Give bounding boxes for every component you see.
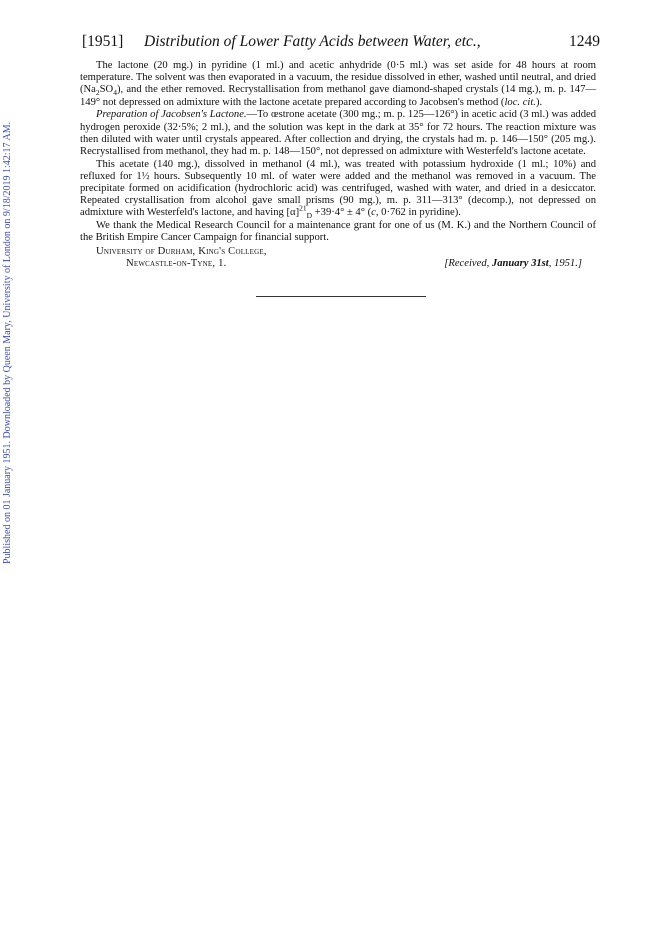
section-heading: Preparation of Jacobsen's Lactone. [96, 109, 247, 121]
paragraph-acknowledgement: We thank the Medical Research Council for a maintenance grant for one of us (M. K.) and the Northern Council of the British Empire Cancer Campaign for financial support. [80, 220, 596, 244]
received-date: [Received, January 31st, 1951.] [444, 257, 582, 269]
affiliation-line-2: Newcastle-on-Tyne, 1. [126, 257, 227, 269]
affiliation-line-1: University of Durham, King's College, [96, 245, 267, 257]
page-header [82, 32, 600, 52]
end-rule [256, 296, 426, 297]
affiliation-block [80, 246, 596, 272]
paragraph-lactone-acetate: The lactone (20 mg.) in pyridine (1 ml.) and acetic anhydride (0·5 ml.) was set aside for 48 hours at room temperature. The solvent was then evaporated in a vacuum, the residue dissolved in ether, washed until neutral, and dried $(Na_2SO_4)$, and the ether removed. Recrystallisation from methanol gave diamond-shaped crystals (14 mg.), m. p. 147—149° not depressed on admixture with the lactone acetate prepared according to Jacobsen's method (loc. cit.). [80, 60, 596, 108]
paragraph-acetate-hydrolysis: This acetate (140 mg.), dissolved in methanol (4 ml.), was treated with potassium hydroxide (1 ml.; 10%) and refluxed for 1½ hours. Subsequently 10 ml. of water were added and the methanol was removed in a vacuum. The precipitate formed on acidification (hydrochloric acid) was centrifuged, washed with water, and dried in a desiccator. Repeated crystallisation from alcohol gave small prisms (90 mg.), m. p. 311—313° (decomp.), not depressed on admixture with Westerfeld's lactone, and having $[\alpha]^{21}_D +39\cdot 4^\circ \pm 4^\circ$ (c, 0·762 in pyridine). [80, 158, 596, 221]
paragraph-jacobsen-lactone: Preparation of Jacobsen's Lactone.—To œstrone acetate (300 mg.; m. p. 125—126°) in acetic acid (3 ml.) was added hydrogen peroxide (32·5%; 2 ml.), and the solution was kept in the dark at 35° for 72 hours. The reaction mixture was then diluted with water until crystals appeared. After collection and drying, the crystals had m. p. 146—150° (205 mg.). Recrystallised from methanol, they had m. p. 148—150°, not depressed on admixture with Westerfeld's lactone acetate. [80, 109, 596, 157]
header-title: Distribution of Lower Fatty Acids between Water, etc., [144, 33, 481, 50]
page-number: 1249 [569, 33, 600, 50]
article-body [80, 60, 596, 272]
publication-stamp: Published on 01 January 1951. Downloaded by Queen Mary, University of London on 9/18/2019 1:42:17 AM. [2, 121, 13, 564]
header-year: [1951] [82, 33, 124, 50]
